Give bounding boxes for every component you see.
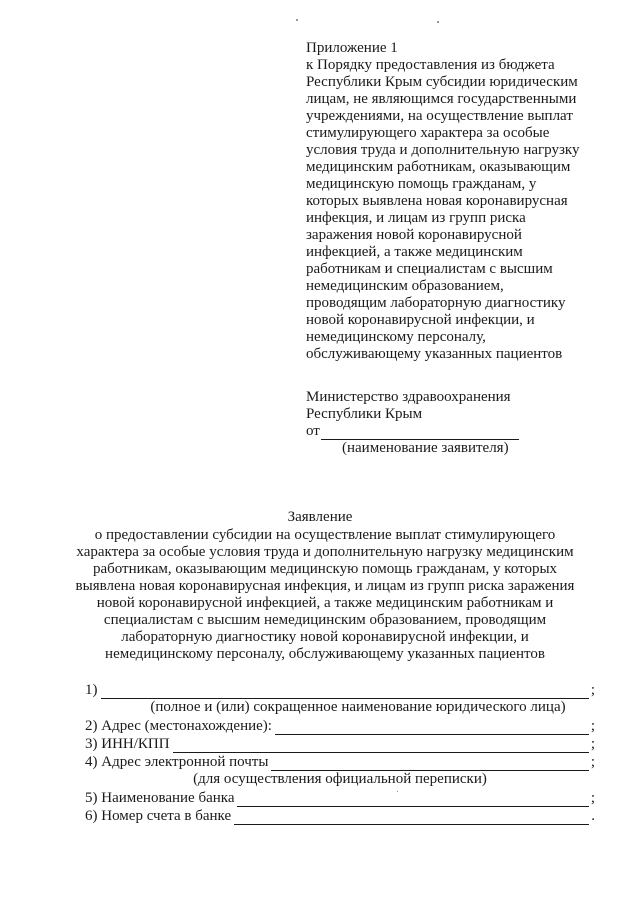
recipient-ministry: Министерство здравоохранения [306, 389, 511, 405]
recipient-region: Республики Крым [306, 406, 423, 422]
form-row-address [85, 717, 595, 735]
from-label: от [306, 423, 320, 439]
recipient-block [306, 389, 606, 457]
appendix-line: новой коронавирусной инфекции, и [306, 312, 535, 328]
appendix-line: инфекцией, а также медицинским [306, 244, 523, 260]
email-hint: (для осуществления официальной переписки) [193, 771, 487, 787]
scan-speck [437, 21, 439, 23]
appendix-line: условия труда и дополнительную нагрузку [306, 142, 580, 158]
appendix-line: лицам, не являющимся государственными [306, 91, 577, 107]
statement-line: о предоставлении субсидии на осуществление выплат стимулирующего [94, 527, 556, 543]
appendix-line: инфекция, и лицам из групп риска [306, 210, 526, 226]
form-row-organization-name [85, 681, 595, 699]
applicant-row [306, 423, 606, 440]
appendix-line: Республики Крым субсидии юридическим [306, 74, 578, 90]
applicant-caption: (наименование заявителя) [342, 440, 509, 456]
email-field[interactable] [271, 758, 588, 771]
field-label: 4) Адрес электронной почты [85, 754, 269, 770]
statement-line: работникам, оказывающим медицинскую помощь гражданам, у которых [92, 561, 558, 577]
address-field[interactable] [275, 722, 589, 735]
field-label: 1) [85, 682, 98, 698]
form-row-inn-kpp [85, 735, 595, 753]
form-row-bank-name [85, 789, 595, 807]
account-number-field[interactable] [234, 812, 589, 825]
appendix-line: медицинскую помощь гражданам, у [306, 176, 537, 192]
field-terminator: ; [590, 682, 595, 698]
field-terminator: ; [590, 718, 595, 734]
statement-line: новой коронавирусной инфекцией, а также медицинским работникам и [96, 595, 554, 611]
field-label: 3) ИНН/КПП [85, 736, 170, 752]
inn-kpp-field[interactable] [173, 740, 589, 753]
statement-line: немедицинскому персоналу, обслуживающему указанных пациентов [105, 646, 545, 662]
form-row-email [85, 753, 595, 771]
field-terminator: ; [590, 736, 595, 752]
organization-name-field[interactable] [101, 686, 589, 699]
statement-subject [40, 527, 610, 663]
field-label: 2) Адрес (местонахождение): [85, 718, 272, 734]
appendix-line: учреждениями, на осуществление выплат [306, 108, 573, 124]
appendix-line: стимулирующего характера за особые [306, 125, 550, 141]
statement-line: выявлена новая коронавирусная инфекция, и лицам из групп риска заражения [75, 578, 575, 594]
application-form [85, 681, 595, 825]
appendix-header [306, 40, 606, 363]
field-terminator: ; [590, 754, 595, 770]
appendix-line: проводящим лабораторную диагностику [306, 295, 566, 311]
appendix-line: медицинским работникам, оказывающим [306, 159, 571, 175]
appendix-line: работникам и специалистам с высшим [306, 261, 553, 277]
field-terminator: ; [590, 790, 595, 806]
applicant-name-field[interactable] [321, 426, 519, 440]
field-label: 5) Наименование банка [85, 790, 235, 806]
appendix-line: Приложение 1 [306, 40, 398, 56]
appendix-line: немедицинскому персоналу, [306, 329, 486, 345]
organization-name-hint: (полное и (или) сокращенное наименование юридического лица) [150, 699, 566, 715]
statement-line: лабораторную диагностику новой коронавирусной инфекции, и [121, 629, 529, 645]
statement-line: характера за особые условия труда и дополнительную нагрузку медицинским [76, 544, 574, 560]
bank-name-field[interactable] [237, 794, 588, 807]
scan-speck [296, 19, 298, 21]
appendix-line: обслуживающему указанных пациентов [306, 346, 563, 362]
form-row-account-number [85, 807, 595, 825]
appendix-line: немедицинским образованием, [306, 278, 504, 294]
field-label: 6) Номер счета в банке [85, 808, 232, 824]
appendix-line: к Порядку предоставления из бюджета [306, 57, 555, 73]
statement-line: специалистам с высшим немедицинским образованием, проводящим [103, 612, 547, 628]
appendix-line: которых выявлена новая коронавирусная [306, 193, 568, 209]
appendix-line: заражения новой коронавирусной [306, 227, 522, 243]
field-terminator: . [591, 808, 595, 824]
statement-title: Заявление [287, 509, 353, 525]
